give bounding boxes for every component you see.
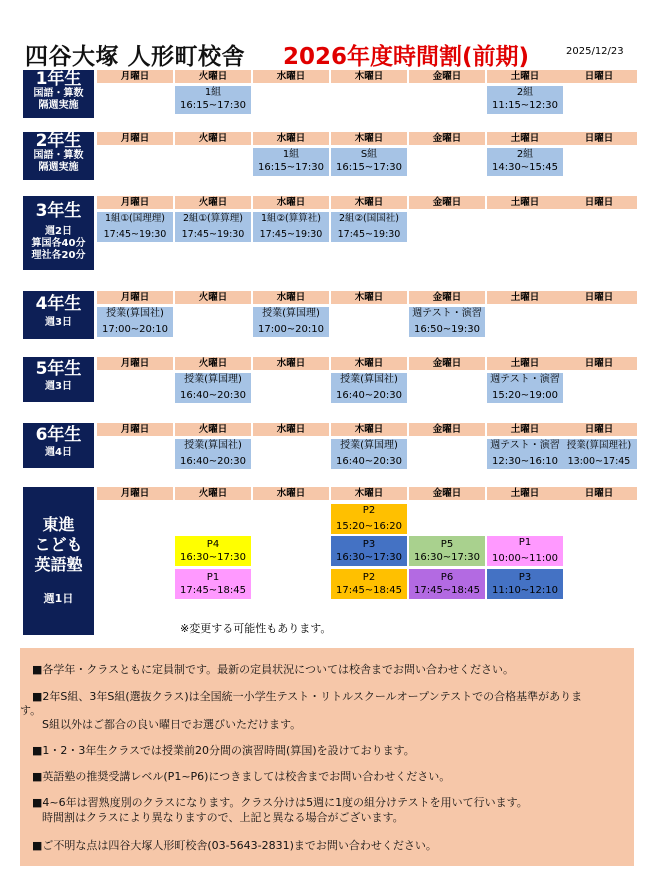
day-header: 金曜日 <box>409 291 485 304</box>
grade-label-2: 2年生 国語・算数 隔週実施 <box>23 132 94 180</box>
day-header: 土曜日 <box>487 132 563 145</box>
class-slot-g3-wed: 1組②(算算社) 17:45~19:30 <box>253 212 329 242</box>
english-slot-thu-p2-evening: P2 17:45~18:45 <box>331 569 407 599</box>
day-header: 火曜日 <box>175 70 251 83</box>
day-header: 火曜日 <box>175 423 251 436</box>
english-slot-thu-p3: P3 16:30~17:30 <box>331 536 407 566</box>
day-header: 水曜日 <box>253 132 329 145</box>
english-slot-tue-p4: P4 16:30~17:30 <box>175 536 251 566</box>
day-header: 金曜日 <box>409 487 485 500</box>
day-header: 木曜日 <box>331 132 407 145</box>
info-line: ■各学年・クラスともに定員制です。最新の定員状況については校舎までお問い合わせください。 <box>32 663 514 676</box>
info-line: ■ご不明な点は四谷大塚人形町校舎(03-5643-2831)までお問い合わせください。 <box>32 839 437 852</box>
class-slot-g5-thu: 授業(算国社) 16:40~20:30 <box>331 373 407 403</box>
grade-label-6: 6年生 週4日 <box>23 423 94 468</box>
day-header: 日曜日 <box>561 357 637 370</box>
day-header: 月曜日 <box>97 132 173 145</box>
class-slot-g3-mon: 1組①(国理理) 17:45~19:30 <box>97 212 173 242</box>
grade-label-3: 3年生 週2日 算国各40分 理社各20分 <box>23 196 94 270</box>
english-slot-thu-p2: P2 15:20~16:20 <box>331 504 407 534</box>
day-header: 月曜日 <box>97 357 173 370</box>
class-slot-g1-sat: 2組 11:15~12:30 <box>487 86 563 114</box>
day-header: 金曜日 <box>409 357 485 370</box>
change-note: ※変更する可能性もあります。 <box>180 622 332 635</box>
day-header: 土曜日 <box>487 487 563 500</box>
day-header: 木曜日 <box>331 423 407 436</box>
day-header: 日曜日 <box>561 291 637 304</box>
class-slot-g4-wed: 授業(算国理) 17:00~20:10 <box>253 307 329 337</box>
day-header: 日曜日 <box>561 196 637 209</box>
day-header: 水曜日 <box>253 196 329 209</box>
class-slot-g2-sat: 2組 14:30~15:45 <box>487 148 563 176</box>
day-header: 月曜日 <box>97 291 173 304</box>
day-header: 日曜日 <box>561 70 637 83</box>
day-header: 木曜日 <box>331 291 407 304</box>
day-header: 火曜日 <box>175 487 251 500</box>
day-header: 水曜日 <box>253 487 329 500</box>
day-header: 木曜日 <box>331 357 407 370</box>
page-title: 四谷大塚 人形町校舎 <box>25 44 246 70</box>
day-header: 水曜日 <box>253 357 329 370</box>
class-slot-g1-tue: 1組 16:15~17:30 <box>175 86 251 114</box>
day-header: 日曜日 <box>561 423 637 436</box>
day-header: 土曜日 <box>487 423 563 436</box>
info-line: す。 <box>20 704 42 717</box>
day-header: 土曜日 <box>487 357 563 370</box>
class-slot-g4-mon: 授業(算国社) 17:00~20:10 <box>97 307 173 337</box>
day-header: 月曜日 <box>97 423 173 436</box>
day-header: 水曜日 <box>253 70 329 83</box>
english-slot-tue-p1: P1 17:45~18:45 <box>175 569 251 599</box>
class-slot-g6-thu: 授業(算国理) 16:40~20:30 <box>331 439 407 469</box>
grade-label-5: 5年生 週3日 <box>23 357 94 402</box>
day-header: 日曜日 <box>561 132 637 145</box>
grade-label-1: 1年生 国語・算数 隔週実施 <box>23 70 94 118</box>
day-header: 金曜日 <box>409 196 485 209</box>
day-header: 金曜日 <box>409 423 485 436</box>
class-slot-g6-sat: 週テスト・演習 12:30~16:10 <box>487 439 563 469</box>
english-slot-sat-p3: P3 11:10~12:10 <box>487 569 563 599</box>
class-slot-g6-sun: 授業(算国理社) 13:00~17:45 <box>561 439 637 469</box>
class-slot-g5-tue: 授業(算国理) 16:40~20:30 <box>175 373 251 403</box>
day-header: 木曜日 <box>331 70 407 83</box>
day-header: 金曜日 <box>409 132 485 145</box>
day-header: 水曜日 <box>253 291 329 304</box>
day-header: 月曜日 <box>97 70 173 83</box>
class-slot-g2-thu: S組 16:15~17:30 <box>331 148 407 176</box>
english-slot-fri-p5: P5 16:30~17:30 <box>409 536 485 566</box>
day-header: 月曜日 <box>97 196 173 209</box>
day-header: 火曜日 <box>175 291 251 304</box>
grade-label-4: 4年生 週3日 <box>23 291 94 339</box>
class-slot-g3-tue: 2組①(算算理) 17:45~19:30 <box>175 212 251 242</box>
english-slot-fri-p6: P6 17:45~18:45 <box>409 569 485 599</box>
day-header: 土曜日 <box>487 196 563 209</box>
day-header: 火曜日 <box>175 132 251 145</box>
day-header: 木曜日 <box>331 487 407 500</box>
info-line: ■4~6年は習熟度別のクラスになります。クラス分けは5週に1度の組分けテストを用いて行います。 <box>32 796 528 809</box>
class-slot-g4-fri: 週テスト・演習 16:50~19:30 <box>409 307 485 337</box>
day-header: 土曜日 <box>487 70 563 83</box>
info-line: ■2年S組、3年S組(選抜クラス)は全国統一小学生テスト・リトルスクールオープンテストでの合格基準がありま <box>32 690 583 703</box>
info-line: ■1・2・3年生クラスでは授業前20分間の演習時間(算国)を設けております。 <box>32 744 415 757</box>
day-header: 月曜日 <box>97 487 173 500</box>
page-subtitle: 2026年度時間割(前期) <box>283 44 530 70</box>
day-header: 火曜日 <box>175 196 251 209</box>
class-slot-g5-sat: 週テスト・演習 15:20~19:00 <box>487 373 563 403</box>
day-header: 水曜日 <box>253 423 329 436</box>
day-header: 金曜日 <box>409 70 485 83</box>
day-header: 土曜日 <box>487 291 563 304</box>
day-header: 木曜日 <box>331 196 407 209</box>
info-box <box>20 648 634 866</box>
class-slot-g2-wed: 1組 16:15~17:30 <box>253 148 329 176</box>
info-line: S組以外はご都合の良い曜日でお選びいただけます。 <box>42 718 302 731</box>
class-slot-g6-tue: 授業(算国社) 16:40~20:30 <box>175 439 251 469</box>
grade-label-english: 東進 こども 英語塾 週1日 <box>23 487 94 635</box>
day-header: 日曜日 <box>561 487 637 500</box>
info-line: ■英語塾の推奨受講レベル(P1~P6)につきましては校舎までお問い合わせください。 <box>32 770 451 783</box>
info-line: 時間割はクラスにより異なりますので、上記と異なる場合がございます。 <box>42 811 404 824</box>
english-slot-sat-p1: P1 10:00~11:00 <box>487 536 563 566</box>
day-header: 火曜日 <box>175 357 251 370</box>
class-slot-g3-thu: 2組②(国国社) 17:45~19:30 <box>331 212 407 242</box>
issue-date: 2025/12/23 <box>566 46 624 57</box>
